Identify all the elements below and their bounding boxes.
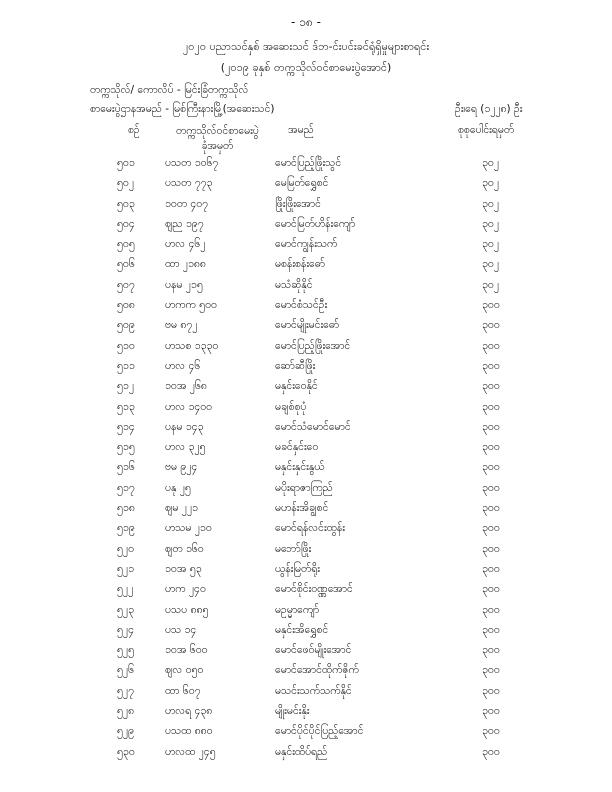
row-number: ၅၂၆ xyxy=(117,664,134,677)
student-name: မဘော်ဖြိုး xyxy=(275,542,312,555)
table-row xyxy=(0,258,612,278)
table-row xyxy=(0,279,612,299)
row-number: ၅၂၅ xyxy=(117,644,134,657)
table-row xyxy=(0,319,612,339)
row-number: ၅၀၇ xyxy=(117,278,135,291)
results-table xyxy=(0,157,612,766)
table-row xyxy=(0,299,612,319)
student-name: မနှင်းနှင်းနွယ် xyxy=(275,461,325,474)
exam-center-label: စာမေးပွဲဌာနအမည် - မြစ်ကြီးနားမြို့(အဆေးသင်) xyxy=(90,103,275,115)
total-marks: ၃၀၀ xyxy=(482,745,500,758)
table-row xyxy=(0,238,612,258)
table-row xyxy=(0,725,612,745)
row-number: ၅၀၂ xyxy=(117,177,134,190)
total-marks: ၃၀၀ xyxy=(482,359,500,372)
registration-number: ၁၀အ ၂၆၈ xyxy=(165,380,207,393)
row-number: ၅၂၃ xyxy=(117,603,134,616)
row-number: ၅၀၈ xyxy=(117,299,135,312)
table-row xyxy=(0,461,612,481)
column-header-registration-line2: ခုံအမှတ် xyxy=(201,140,234,152)
total-marks: ၃၀၀ xyxy=(482,644,500,657)
registration-number: ဟက ၂၄၀ xyxy=(165,583,206,596)
table-row xyxy=(0,482,612,502)
total-marks: ၃၀၀ xyxy=(482,603,500,616)
student-name: မောင်ကျွန်းသက် xyxy=(275,238,338,251)
table-row xyxy=(0,563,612,583)
student-name: ယွန်းမြတ်ရိုး xyxy=(275,562,320,575)
row-number: ၅၁၆ xyxy=(117,461,135,474)
student-name: မသံဆိုနိုင် xyxy=(275,278,313,291)
student-name: မောင်မျိုးမင်းဓော် xyxy=(275,319,340,332)
column-header-marks: စုစုပေါင်းရမှတ် xyxy=(458,124,515,136)
row-number: ၅၀၉ xyxy=(117,319,135,332)
student-name: ဆော်ဆီဖြိုး xyxy=(275,359,316,372)
registration-number: ပနု ၂၅ xyxy=(165,481,191,494)
row-number: ၅၂၉ xyxy=(117,725,134,738)
student-name: မောင်မြတ်ဟိန်းကျော် xyxy=(275,217,356,230)
registration-number: ပသပ ၈၈၅ xyxy=(165,603,209,616)
total-marks: ၃၀၀ xyxy=(482,664,500,677)
total-marks: ၃၀၀ xyxy=(482,583,500,596)
total-marks: ၃၀၀ xyxy=(482,299,500,312)
row-number: ၅၁၃ xyxy=(117,400,135,413)
table-row xyxy=(0,746,612,766)
total-marks: ၃၀၂ xyxy=(482,258,499,271)
total-marks: ၃၀၀ xyxy=(482,319,500,332)
total-marks: ၃၀၀ xyxy=(482,339,500,352)
registration-number: ဟလ ၄၆ xyxy=(165,359,201,372)
row-number: ၅၂၈ xyxy=(117,705,135,718)
row-number: ၅၁၈ xyxy=(117,502,135,515)
row-number: ၅၁၅ xyxy=(117,441,135,454)
registration-number: ဈတ ၁၆၀ xyxy=(165,542,204,555)
total-marks: ၃၀၀ xyxy=(482,522,500,535)
student-name: မောင်ပြည့်ဖြိုးသွင် xyxy=(275,157,342,169)
registration-number: ဟလ ၁၄၀၀ xyxy=(165,400,213,413)
registration-number: ပသ ၁၄ xyxy=(165,623,197,636)
table-row xyxy=(0,644,612,664)
registration-number: ဟလထ ၂၄၅ xyxy=(165,745,216,758)
row-number: ၅၀၄ xyxy=(117,217,135,230)
table-row xyxy=(0,218,612,238)
table-row xyxy=(0,502,612,522)
student-name: မဥမ္မာကျော် xyxy=(275,603,320,616)
registration-number: ဗမ ၉၂၄ xyxy=(165,461,198,474)
table-row xyxy=(0,401,612,421)
student-name: မောင်စံသင်ဦး xyxy=(275,299,328,312)
total-marks: ၃၀၀ xyxy=(482,380,500,393)
row-number: ၅၁၀ xyxy=(117,339,135,352)
student-name: မျိုးမင်းနိုး xyxy=(275,705,310,718)
registration-number: ပသတ ၇၇၃ xyxy=(165,177,213,190)
student-name: မသင်းသက်သက်နိုင် xyxy=(275,684,352,697)
student-name: မောင်ဖေဝ်မျိုးအောင် xyxy=(275,644,352,657)
student-name: မောင်ပြည့်ဖြိုးအောင် xyxy=(275,339,351,352)
registration-number: ဟလ ၄၆၂ xyxy=(165,238,206,251)
column-header-registration-line1: တက္ကသိုလ်ဝင်စာမေးပွဲ xyxy=(176,125,259,137)
total-marks: ၃၀၀ xyxy=(482,502,500,515)
registration-number: ၁၀အ ၅၃ xyxy=(165,562,202,575)
student-name: ဖြိုးဖြိုးအောင် xyxy=(275,197,321,210)
total-marks: ၃၀၀ xyxy=(482,542,500,555)
registration-number: ထာ ၆၀၇ xyxy=(165,684,201,697)
student-name: မနှင်းထိပ်ရည် xyxy=(275,745,328,758)
registration-number: ဈမ ၂၂၁ xyxy=(165,502,198,515)
total-marks: ၃၀၀ xyxy=(482,441,500,454)
registration-number: ပနမ ၂၁၅ xyxy=(165,278,203,291)
total-marks: ၃၀၀ xyxy=(482,562,500,575)
table-row xyxy=(0,198,612,218)
total-marks: ၃၀၂ xyxy=(482,157,499,169)
document-subtitle: (၂၀၁၉ ခုနှစ် တက္ကသိုလ်ဝင်စာမေးပွဲအောင်) xyxy=(220,61,392,74)
row-number: ၅၂၄ xyxy=(117,623,134,636)
total-marks: ၃၀၂ xyxy=(482,278,499,291)
registration-number: ဈလ ၀၅၀ xyxy=(165,664,204,677)
row-number: ၅၁၁ xyxy=(117,359,135,372)
row-number: ၅၁၄ xyxy=(117,420,135,433)
table-row xyxy=(0,177,612,197)
row-number: ၅၁၇ xyxy=(117,481,135,494)
student-name: မစန်းစန်းဓော် xyxy=(275,258,325,271)
registration-number: ဗမ ၈၇၂ xyxy=(165,319,198,332)
total-marks: ၃၀၂ xyxy=(482,217,499,230)
registration-number: ၁၀အ ၆၀၀ xyxy=(165,644,208,657)
student-name: မောင်အောင်ထိုက်ဇိုက် xyxy=(275,664,359,677)
student-name: မနှင်းအိရွှေစင် xyxy=(275,623,329,636)
row-number: ၅၂၂ xyxy=(117,583,134,596)
registration-number: ဟကက ၅၀၀ xyxy=(165,299,217,312)
student-name: မဟန်းအိချွစင် xyxy=(275,502,329,515)
score-range-label: ဦး၊ရေ (၁၂၂၈) ဦး xyxy=(455,103,523,115)
row-number: ၅၂၀ xyxy=(117,542,134,555)
page-number: - ၁၈ - xyxy=(291,15,321,29)
row-number: ၅၀၅ xyxy=(117,238,135,251)
total-marks: ၃၀၀ xyxy=(482,725,500,738)
table-row xyxy=(0,360,612,380)
row-number: ၅၂၇ xyxy=(117,684,134,697)
registration-number: ဟလရ ၄၃၈ xyxy=(165,705,213,718)
registration-number: ပနမ ၁၄၃ xyxy=(165,420,204,433)
row-number: ၅၀၆ xyxy=(117,258,135,271)
total-marks: ၃၀၀ xyxy=(482,623,500,636)
row-number: ၅၃၀ xyxy=(117,745,135,758)
student-name: မနှင်းဝေနိုင် xyxy=(275,380,318,393)
student-name: မေမြတ်ရွှေစင် xyxy=(275,177,329,190)
row-number: ၅၁၂ xyxy=(117,380,134,393)
total-marks: ၃၀၀ xyxy=(482,461,500,474)
total-marks: ၃၀၀ xyxy=(482,684,500,697)
total-marks: ၃၀၀ xyxy=(482,400,500,413)
table-row xyxy=(0,583,612,603)
row-number: ၅၀၃ xyxy=(117,197,135,210)
table-row xyxy=(0,340,612,360)
registration-number: ၁၀တ ၄၀၇ xyxy=(165,197,209,210)
table-row xyxy=(0,522,612,542)
column-header-registration xyxy=(176,124,259,154)
document-title: ၂၀၂၀ ပညာသင်နှစ် အဆေးသင် ဒ်ဘ-င်းပင်းခင်ရုံရှိမှုများစာရင်း xyxy=(182,40,430,53)
table-row xyxy=(0,157,612,177)
student-name: မောင်ပိုင်ပိုင်ပြည့်အောင် xyxy=(275,725,364,738)
table-row xyxy=(0,441,612,461)
column-header-no: စဉ် xyxy=(128,124,140,136)
total-marks: ၃၀၀ xyxy=(482,481,500,494)
row-number: ၅၂၁ xyxy=(117,562,134,575)
registration-number: ဟလ ၃၂၅ xyxy=(165,441,206,454)
row-number: ၅၁၉ xyxy=(117,522,135,535)
total-marks: ၃၀၂ xyxy=(482,197,499,210)
total-marks: ၃၀၀ xyxy=(482,705,500,718)
total-marks: ၃၀၂ xyxy=(482,238,499,251)
registration-number: ဟသစ ၁၃၃၀ xyxy=(165,339,219,352)
row-number: ၅၀၁ xyxy=(117,157,135,169)
university-label: တက္ကသိုလ်/ ကောလိပ် - မြင်းခြံတက္ကသိုလ် xyxy=(90,84,249,96)
registration-number: ဟသမ ၂၁၀ xyxy=(165,522,212,535)
student-name: မပိုးရာဇာကြည် xyxy=(275,481,333,494)
table-row xyxy=(0,624,612,644)
table-row xyxy=(0,705,612,725)
table-row xyxy=(0,421,612,441)
student-name: မောင်သံမောင်မောင် xyxy=(275,420,351,433)
total-marks: ၃၀၂ xyxy=(482,177,499,190)
table-row xyxy=(0,664,612,684)
student-name: မောင်ရန်လင်းထွန်း xyxy=(275,522,345,535)
student-name: မခင်နှင်းဝေ xyxy=(275,441,319,454)
table-row xyxy=(0,604,612,624)
registration-number: ပသထ ၈၈၀ xyxy=(165,725,213,738)
table-row xyxy=(0,543,612,563)
student-name: မောင်စိုင်းဝဏ္ဏအောင် xyxy=(275,583,353,596)
registration-number: ပသတ ၁၀၆၇ xyxy=(165,157,219,169)
student-name: မချစ်စုပုံ xyxy=(275,400,307,413)
table-row xyxy=(0,685,612,705)
table-row xyxy=(0,380,612,400)
registration-number: ဈည ၁၉၇ xyxy=(165,217,204,230)
total-marks: ၃၀၀ xyxy=(482,420,500,433)
column-header-name: အမည် xyxy=(288,124,314,136)
registration-number: ထာ ၂၁၈၈ xyxy=(165,258,206,271)
